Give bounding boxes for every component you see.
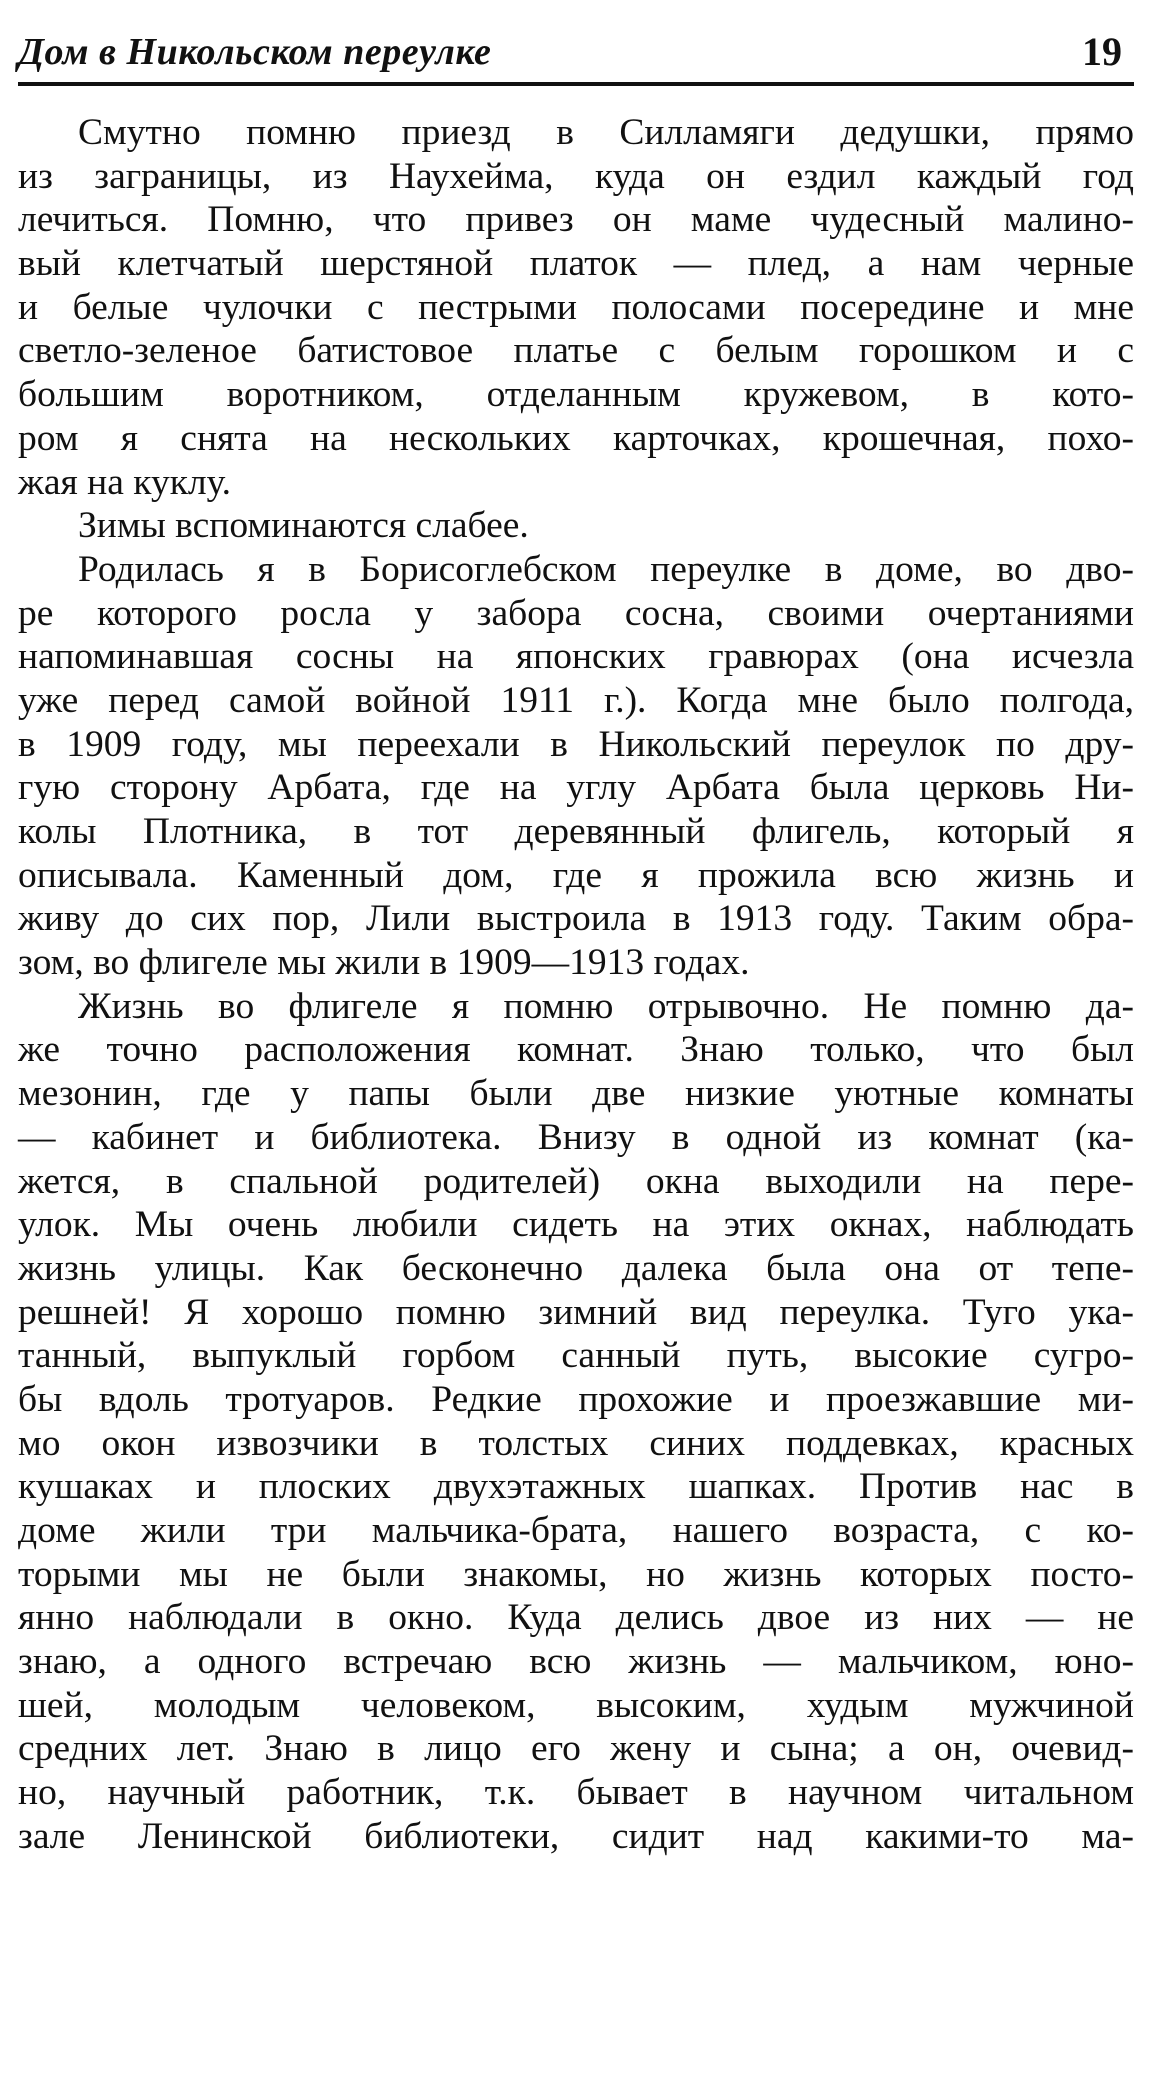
- book-page: [18, 0, 1134, 2100]
- text-line: лечиться. Помню, что привез он маме чудесный малино-: [18, 199, 1134, 241]
- text-line: улок. Мы очень любили сидеть на этих окнах, наблюдать: [18, 1204, 1134, 1246]
- paragraph: [18, 504, 1134, 548]
- text-line: жая на куклу.: [18, 461, 232, 503]
- running-header: [18, 22, 1134, 78]
- text-line: в 1909 году, мы переехали в Никольский переулок по дру-: [18, 723, 1134, 765]
- text-line: знаю, а одного встречаю всю жизнь — мальчиком, юно-: [18, 1641, 1134, 1683]
- text-line: же точно расположения комнат. Знаю только, что был: [18, 1029, 1134, 1071]
- text-line: кушаках и плоских двухэтажных шапках. Против нас в: [18, 1466, 1134, 1508]
- body-text: [18, 111, 1134, 1859]
- page-number: 19: [1082, 29, 1122, 74]
- text-line: зом, во флигеле мы жили в 1909—1913 годах.: [18, 942, 750, 984]
- text-line: янно наблюдали в окно. Куда делись двое из них — не: [18, 1597, 1134, 1639]
- text-line: Смутно помню приезд в Силламяги дедушки, прямо: [78, 112, 1134, 153]
- text-line: и белые чулочки с пестрыми полосами посередине и мне: [18, 286, 1134, 328]
- paragraph: [18, 985, 1134, 1859]
- text-line: мо окон извозчики в толстых синих поддевках, красных: [18, 1422, 1134, 1464]
- text-line: бы вдоль тротуаров. Редкие прохожие и проезжавшие ми-: [18, 1378, 1134, 1420]
- text-line: жется, в спальной родителей) окна выходили на пере-: [18, 1160, 1134, 1202]
- text-line: описывала. Каменный дом, где я прожила всю жизнь и: [18, 854, 1134, 896]
- text-line: но, научный работник, т.к. бывает в научном читальном: [18, 1772, 1134, 1814]
- text-line: ре которого росла у забора сосна, своими очертаниями: [18, 592, 1134, 634]
- text-line: напоминавшая сосны на японских гравюрах (она исчезла: [18, 636, 1134, 678]
- text-line: шей, молодым человеком, высоким, худым мужчиной: [18, 1684, 1134, 1726]
- text-line: торыми мы не были знакомы, но жизнь которых посто-: [18, 1553, 1134, 1595]
- text-line: средних лет. Знаю в лицо его жену и сына; а он, очевид-: [18, 1728, 1134, 1770]
- text-line: ром я снята на нескольких карточках, крошечная, похо-: [18, 417, 1134, 459]
- text-line: танный, выпуклый горбом санный путь, высокие сугро-: [18, 1335, 1134, 1377]
- text-line: живу до сих пор, Лили выстроила в 1913 году. Таким обра-: [18, 898, 1134, 940]
- running-title: Дом в Никольском переулке: [18, 31, 492, 73]
- text-line: уже перед самой войной 1911 г.). Когда мне было полгода,: [18, 679, 1134, 721]
- text-line: решней! Я хорошо помню зимний вид переулка. Туго ука-: [18, 1291, 1134, 1333]
- text-line: большим воротником, отделанным кружевом, в кото-: [18, 374, 1134, 416]
- text-line: вый клетчатый шерстяной платок — плед, а нам черные: [18, 243, 1134, 285]
- text-line: гую сторону Арбата, где на углу Арбата была церковь Ни-: [18, 767, 1134, 809]
- text-line: Зимы вспоминаются слабее.: [78, 505, 529, 547]
- text-line: из заграницы, из Наухейма, куда он ездил каждый год: [18, 155, 1134, 197]
- text-line: колы Плотника, в тот деревянный флигель, который я: [18, 811, 1134, 852]
- text-line: — кабинет и библиотека. Внизу в одной из комнат (ка-: [18, 1116, 1134, 1158]
- text-line: Родилась я в Борисоглебском переулке в доме, во дво-: [78, 548, 1134, 590]
- text-line: Жизнь во флигеле я помню отрывочно. Не помню да-: [78, 985, 1134, 1027]
- text-line: мезонин, где у папы были две низкие уютные комнаты: [18, 1073, 1134, 1115]
- paragraph: [18, 548, 1134, 985]
- text-line: доме жили три мальчика-брата, нашего возраста, с ко-: [18, 1510, 1134, 1551]
- paragraph: [18, 111, 1134, 504]
- text-line: светло-зеленое батистовое платье с белым горошком и с: [18, 330, 1134, 372]
- header-rule: [18, 82, 1134, 86]
- text-line: зале Ленинской библиотеки, сидит над какими-то ма-: [18, 1815, 1134, 1857]
- text-line: жизнь улицы. Как бесконечно далека была она от тепе-: [18, 1247, 1134, 1289]
